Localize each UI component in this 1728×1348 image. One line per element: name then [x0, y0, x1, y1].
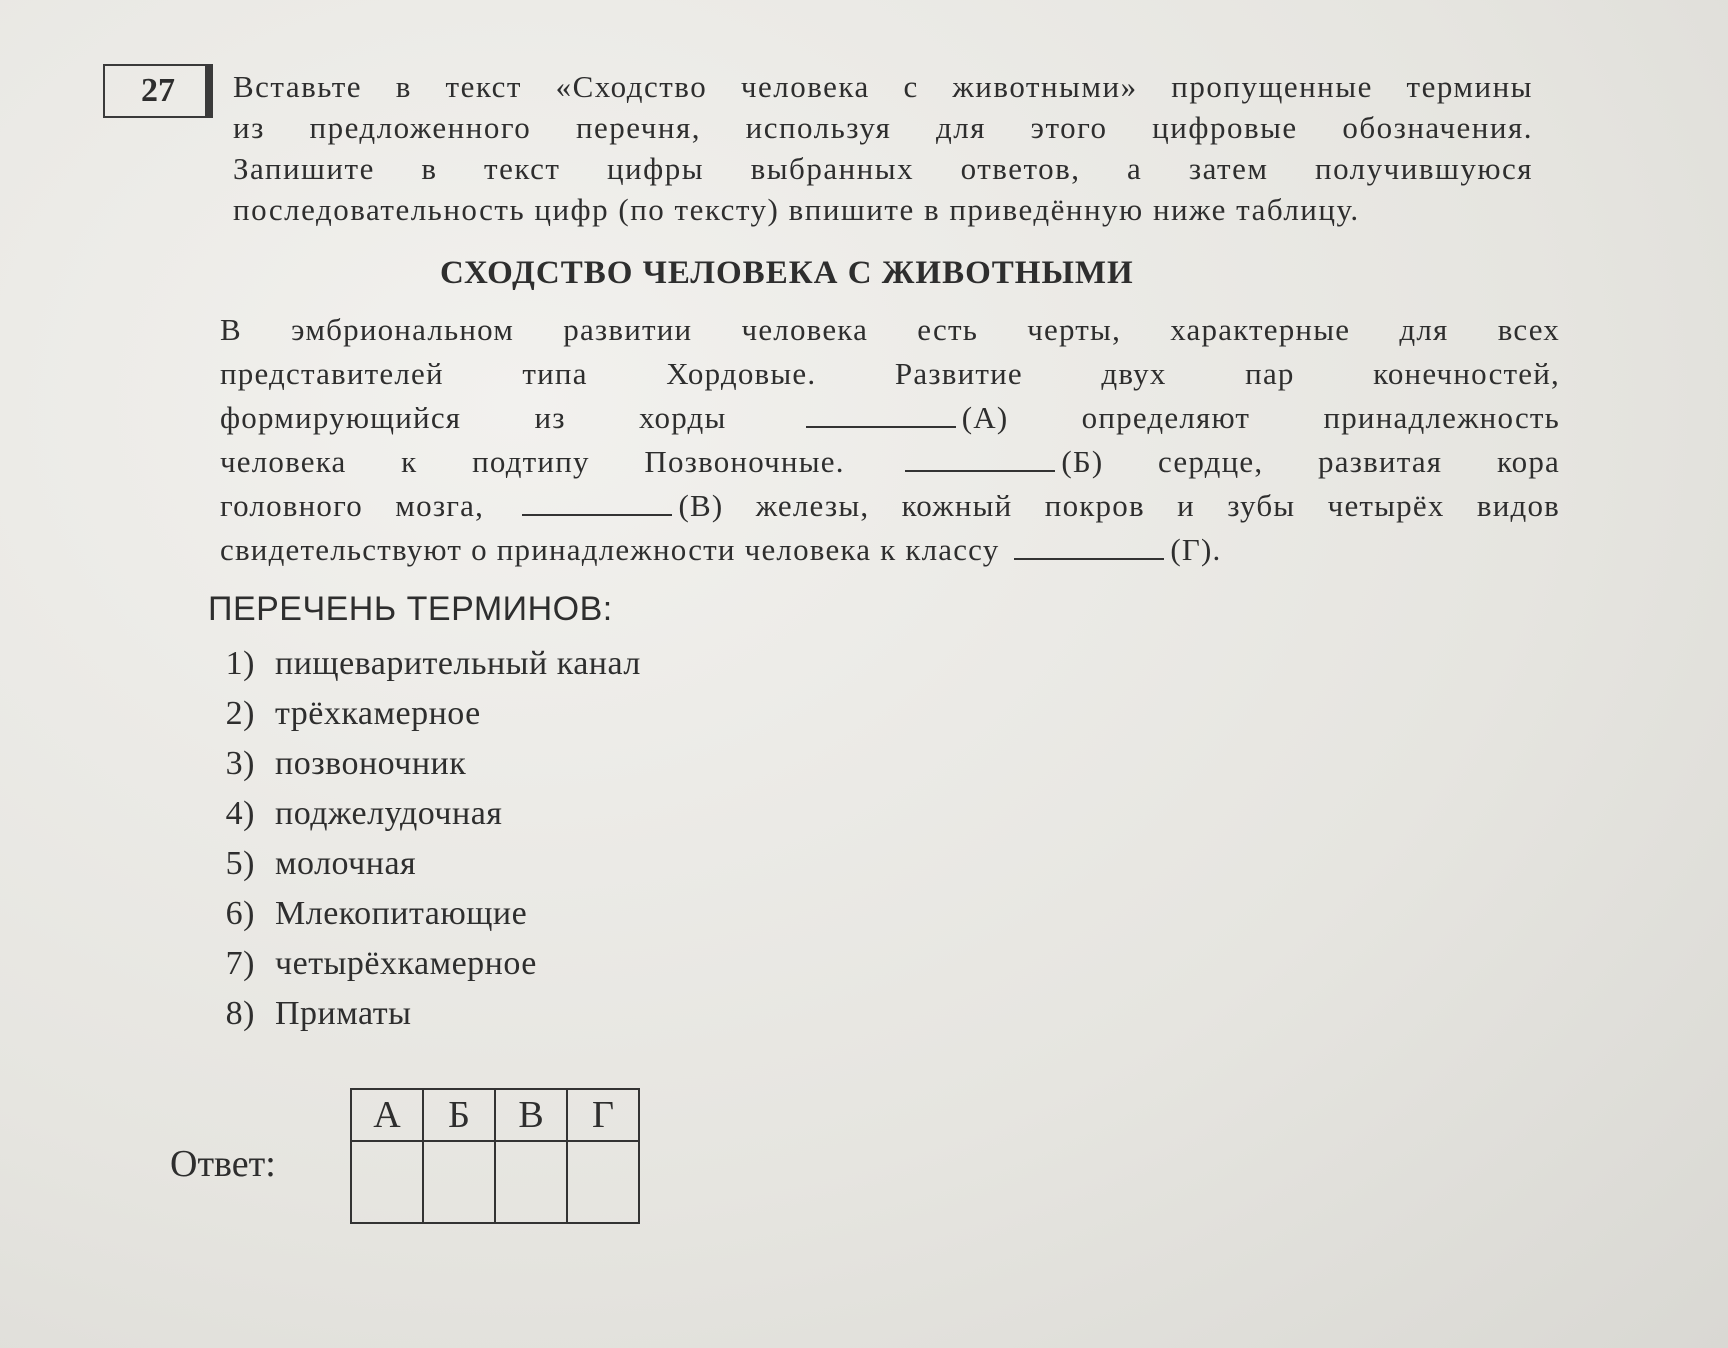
text-fragment: человека к подтипу Позвоночные.: [220, 444, 845, 479]
term-number: 5): [225, 845, 255, 882]
answer-column-header: В: [495, 1089, 567, 1141]
term-label: позвоночник: [275, 745, 467, 782]
answer-label: Ответ:: [170, 1143, 276, 1185]
text-fragment: свидетельствуют о принадлежности человека к классу: [220, 532, 1000, 567]
term-label: Приматы: [275, 995, 412, 1032]
text-line: [220, 396, 1560, 440]
task-number-bar: [205, 66, 211, 116]
term-label: пищеварительный канал: [275, 645, 641, 682]
instruction-line: последовательность цифр (по тексту) впишите в приведённую ниже таблицу.: [233, 192, 1360, 227]
text-line: [220, 440, 1560, 484]
text-fragment: (Г).: [1170, 532, 1222, 567]
term-item: [185, 845, 641, 895]
term-number: 3): [225, 745, 255, 782]
text-fragment: головного мозга,: [220, 488, 485, 523]
term-item: [185, 995, 641, 1045]
term-item: [185, 795, 641, 845]
blank-g[interactable]: [1014, 532, 1164, 560]
task-number-box: [103, 64, 213, 118]
text-line: представителей типа Хордовые. Развитие двух пар конечностей,: [220, 356, 1560, 391]
fill-in-text: [220, 308, 1560, 572]
term-item: [185, 945, 641, 995]
blank-b[interactable]: [905, 444, 1055, 472]
answer-column-header: А: [351, 1089, 423, 1141]
term-label: Млекопитающие: [275, 895, 528, 932]
term-number: 8): [225, 995, 255, 1032]
term-number: 1): [225, 645, 255, 682]
text-fragment: формирующийся из хорды: [220, 400, 727, 435]
answer-cell[interactable]: [567, 1141, 639, 1223]
task-number: 27: [141, 72, 175, 109]
text-line: В эмбриональном развитии человека есть черты, характерные для всех: [220, 312, 1560, 347]
text-fragment: (А) определяют принадлежность: [961, 400, 1560, 435]
instruction-line: Запишите в текст цифры выбранных ответов, а затем получившуюся: [233, 151, 1533, 186]
term-label: трёхкамерное: [275, 695, 481, 732]
answer-column-header: Г: [567, 1089, 639, 1141]
blank-a[interactable]: [806, 400, 956, 428]
text-line: [220, 528, 1560, 572]
term-item: [185, 645, 641, 695]
blank-v[interactable]: [522, 488, 672, 516]
answer-cell[interactable]: [351, 1141, 423, 1223]
term-label: поджелудочная: [275, 795, 503, 832]
terms-title: ПЕРЕЧЕНЬ ТЕРМИНОВ:: [208, 590, 613, 628]
term-number: 4): [225, 795, 255, 832]
term-item: [185, 745, 641, 795]
term-item: [185, 695, 641, 745]
answer-cell[interactable]: [495, 1141, 567, 1223]
term-label: молочная: [275, 845, 417, 882]
term-number: 2): [225, 695, 255, 732]
instruction-line: из предложенного перечня, используя для этого цифровые обозначения.: [233, 110, 1533, 145]
text-fragment: (В) железы, кожный покров и зубы четырёх видов: [678, 488, 1560, 523]
terms-list: [185, 645, 641, 1045]
text-fragment: (Б) сердце, развитая кора: [1061, 444, 1560, 479]
term-number: 7): [225, 945, 255, 982]
task-instruction: [233, 66, 1533, 230]
text-line: [220, 484, 1560, 528]
term-number: 6): [225, 895, 255, 932]
term-item: [185, 895, 641, 945]
instruction-line: Вставьте в текст «Сходство человека с животными» пропущенные термины: [233, 69, 1533, 104]
answer-column-header: Б: [423, 1089, 495, 1141]
text-heading: СХОДСТВО ЧЕЛОВЕКА С ЖИВОТНЫМИ: [440, 255, 1134, 291]
term-label: четырёхкамерное: [275, 945, 537, 982]
answer-cell[interactable]: [423, 1141, 495, 1223]
answer-table: [350, 1088, 640, 1224]
